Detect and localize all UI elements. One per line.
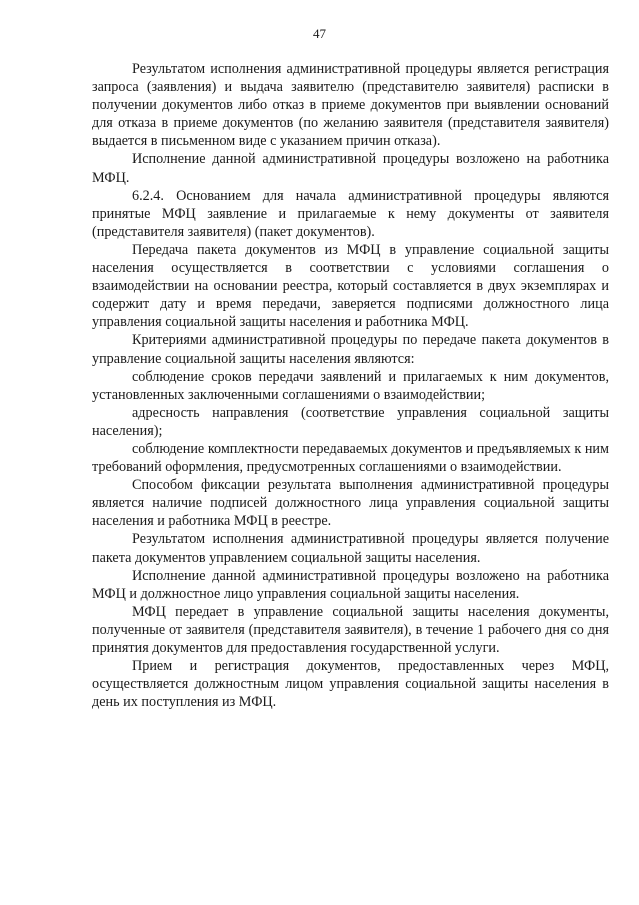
paragraph-criterion-address: адресность направления (соответствие управления социальной защиты населения); [92,404,609,439]
page-number: 47 [313,26,326,41]
paragraph-criterion-completeness: соблюдение комплектности передаваемых документов и предъявляемых к ним требований оформления, предусмотренных соглашениями о взаимодействии. [92,440,609,476]
paragraph-criteria: Критериями административной процедуры по передаче пакета документов в управление социальной защиты населения являются: [92,332,609,367]
paragraph-package-transfer: Передача пакета документов из МФЦ в управление социальной защиты населения осуществляется в соответствии с условиями соглашения о взаимодействии на основании реестра, который составляется в двух экземплярах и содержит дату и время передачи, заверяется подписями должностного лица управления социальной защиты населения и работника МФЦ. [92,241,609,331]
document-body [92,60,609,711]
paragraph-fixation-method: Способом фиксации результата выполнения административной процедуры является наличие подписей должностного лица управления социальной защиты населения и работника МФЦ в реестре. [92,477,609,530]
paragraph-criterion-deadlines: соблюдение сроков передачи заявлений и прилагаемых к ним документов, установленных заключенными соглашениями о взаимодействии; [92,368,609,403]
paragraph-executor-mfc: Исполнение данной административной процедуры возложено на работника МФЦ. [92,151,609,186]
paragraph-transfer-deadline: МФЦ передает в управление социальной защиты населения документы, полученные от заявителя (представителя заявителя), в течение 1 рабочего дня со дня принятия документов для предоставления государственной услуги. [92,603,609,656]
paragraph-registration-result: Результатом исполнения административной процедуры является регистрация запроса (заявления) и выдача заявителю (представителю заявителя) расписки в получении документов либо отказ в приеме документов при выявлении оснований для отказа в приеме документов (по желанию заявителя (представителя заявителя) выдается в письменном виде с указанием причин отказа). [92,61,609,150]
paragraph-reception-registration: Прием и регистрация документов, предоставленных через МФЦ, осуществляется должностным лицом управления социальной защиты населения в день их поступления из МФЦ. [92,658,609,711]
paragraph-6-2-4: 6.2.4. Основанием для начала административной процедуры являются принятые МФЦ заявление и прилагаемые к нему документы от заявителя (представителя заявителя) (пакет документов). [92,187,609,240]
paragraph-transfer-result: Результатом исполнения административной процедуры является получение пакета документов управлением социальной защиты населения. [92,531,609,566]
paragraph-executor-mfc-and-official: Исполнение данной административной процедуры возложено на работника МФЦ и должностное лицо управления социальной защиты населения. [92,567,609,602]
